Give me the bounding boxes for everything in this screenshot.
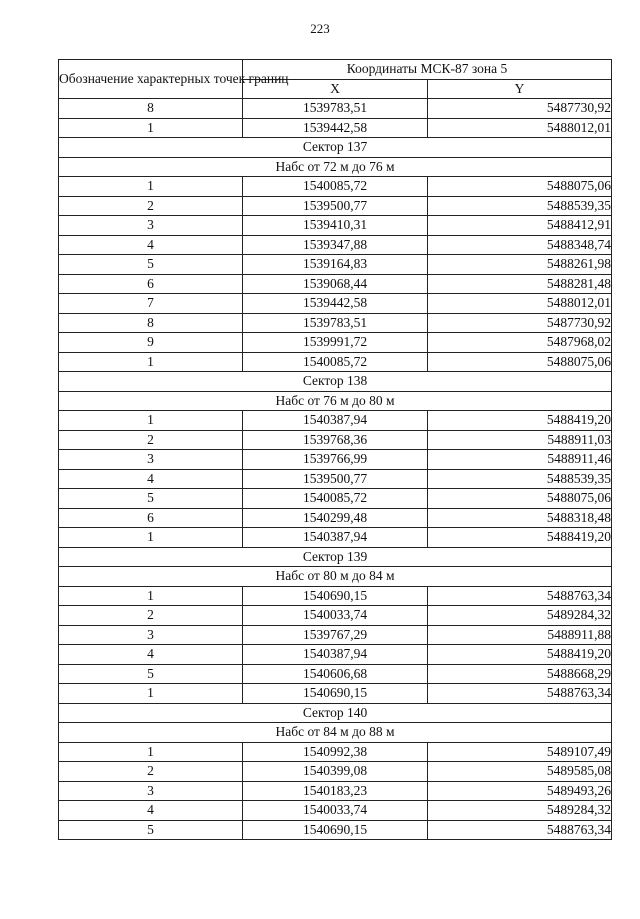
- point-number-cell: 2: [59, 606, 243, 626]
- point-number-cell: 6: [59, 508, 243, 528]
- table-row: [59, 508, 612, 528]
- point-number-cell: 2: [59, 762, 243, 782]
- point-number-cell: 8: [59, 99, 243, 119]
- section-row: [59, 703, 612, 723]
- table-row: [59, 664, 612, 684]
- x-coordinate-cell: 1539500,77: [243, 196, 428, 216]
- x-coordinate-cell: 1540387,94: [243, 645, 428, 665]
- y-coordinate-cell: 5488539,35: [428, 196, 612, 216]
- x-coordinate-cell: 1540992,38: [243, 742, 428, 762]
- point-number-cell: 4: [59, 235, 243, 255]
- x-coordinate-cell: 1539767,29: [243, 625, 428, 645]
- header-row-top: [59, 60, 612, 80]
- x-coordinate-cell: 1539347,88: [243, 235, 428, 255]
- point-number-cell: 1: [59, 528, 243, 548]
- table-row: [59, 430, 612, 450]
- x-coordinate-cell: 1540299,48: [243, 508, 428, 528]
- section-label: Сектор 139: [59, 547, 612, 567]
- point-number-cell: 5: [59, 255, 243, 275]
- point-number-cell: 3: [59, 216, 243, 236]
- section-row: [59, 547, 612, 567]
- section-row: [59, 723, 612, 743]
- section-label: Сектор 138: [59, 372, 612, 392]
- x-coordinate-cell: 1539768,36: [243, 430, 428, 450]
- table-row: [59, 450, 612, 470]
- y-coordinate-cell: 5488412,91: [428, 216, 612, 236]
- point-number-cell: 4: [59, 645, 243, 665]
- point-number-cell: 1: [59, 352, 243, 372]
- section-row: [59, 567, 612, 587]
- y-column-header: Y: [428, 79, 612, 99]
- y-coordinate-cell: 5488261,98: [428, 255, 612, 275]
- table-row: [59, 586, 612, 606]
- point-number-cell: 3: [59, 450, 243, 470]
- table-row: [59, 742, 612, 762]
- x-coordinate-cell: 1540085,72: [243, 352, 428, 372]
- section-row: [59, 157, 612, 177]
- x-coordinate-cell: 1540033,74: [243, 801, 428, 821]
- table-row: [59, 820, 612, 840]
- y-coordinate-cell: 5488419,20: [428, 528, 612, 548]
- y-coordinate-cell: 5489284,32: [428, 606, 612, 626]
- coordinate-system-header: Координаты МСК-87 зона 5: [243, 60, 612, 80]
- y-coordinate-cell: 5488419,20: [428, 645, 612, 665]
- table-body: [59, 99, 612, 840]
- table-row: [59, 196, 612, 216]
- y-coordinate-cell: 5488318,48: [428, 508, 612, 528]
- section-row: [59, 138, 612, 158]
- y-coordinate-cell: 5488763,34: [428, 684, 612, 704]
- point-number-cell: 1: [59, 177, 243, 197]
- section-label: Сектор 137: [59, 138, 612, 158]
- point-number-cell: 5: [59, 664, 243, 684]
- x-coordinate-cell: 1540606,68: [243, 664, 428, 684]
- table-row: [59, 333, 612, 353]
- y-coordinate-cell: 5488075,06: [428, 177, 612, 197]
- table-row: [59, 645, 612, 665]
- y-coordinate-cell: 5488419,20: [428, 411, 612, 431]
- x-coordinate-cell: 1539164,83: [243, 255, 428, 275]
- point-number-cell: 6: [59, 274, 243, 294]
- table-row: [59, 781, 612, 801]
- table-row: [59, 352, 612, 372]
- y-coordinate-cell: 5488911,46: [428, 450, 612, 470]
- x-coordinate-cell: 1539442,58: [243, 118, 428, 138]
- point-number-cell: 1: [59, 118, 243, 138]
- point-number-cell: 1: [59, 742, 243, 762]
- point-number-cell: 3: [59, 781, 243, 801]
- x-coordinate-cell: 1540085,72: [243, 177, 428, 197]
- table-row: [59, 177, 612, 197]
- y-coordinate-cell: 5489107,49: [428, 742, 612, 762]
- point-number-cell: 1: [59, 586, 243, 606]
- y-coordinate-cell: 5489493,26: [428, 781, 612, 801]
- y-coordinate-cell: 5489585,08: [428, 762, 612, 782]
- point-number-cell: 4: [59, 469, 243, 489]
- point-number-cell: 4: [59, 801, 243, 821]
- table-header: [59, 60, 612, 99]
- x-coordinate-cell: 1540085,72: [243, 489, 428, 509]
- section-label: Сектор 140: [59, 703, 612, 723]
- table-row: [59, 235, 612, 255]
- section-label: Набс от 80 м до 84 м: [59, 567, 612, 587]
- table-row: [59, 762, 612, 782]
- y-coordinate-cell: 5488281,48: [428, 274, 612, 294]
- table-row: [59, 606, 612, 626]
- page-number: 223: [310, 21, 330, 36]
- y-coordinate-cell: 5488539,35: [428, 469, 612, 489]
- x-coordinate-cell: 1539068,44: [243, 274, 428, 294]
- y-coordinate-cell: 5488763,34: [428, 820, 612, 840]
- x-coordinate-cell: 1540033,74: [243, 606, 428, 626]
- table-row: [59, 489, 612, 509]
- section-label: Набс от 72 м до 76 м: [59, 157, 612, 177]
- x-coordinate-cell: 1539991,72: [243, 333, 428, 353]
- point-number-cell: 1: [59, 684, 243, 704]
- y-coordinate-cell: 5488012,01: [428, 118, 612, 138]
- y-coordinate-cell: 5488348,74: [428, 235, 612, 255]
- x-coordinate-cell: 1540690,15: [243, 586, 428, 606]
- y-coordinate-cell: 5488763,34: [428, 586, 612, 606]
- point-designation-header: Обозначение характерных точек границ: [59, 60, 243, 99]
- x-coordinate-cell: 1539766,99: [243, 450, 428, 470]
- table-row: [59, 313, 612, 333]
- x-coordinate-cell: 1539500,77: [243, 469, 428, 489]
- table-row: [59, 625, 612, 645]
- section-label: Набс от 76 м до 80 м: [59, 391, 612, 411]
- x-coordinate-cell: 1540183,23: [243, 781, 428, 801]
- x-coordinate-cell: 1540387,94: [243, 411, 428, 431]
- point-number-cell: 2: [59, 430, 243, 450]
- y-coordinate-cell: 5487730,92: [428, 99, 612, 119]
- y-coordinate-cell: 5488075,06: [428, 352, 612, 372]
- table-row: [59, 99, 612, 119]
- point-number-cell: 2: [59, 196, 243, 216]
- point-number-cell: 5: [59, 820, 243, 840]
- x-column-header: X: [243, 79, 428, 99]
- table-row: [59, 255, 612, 275]
- x-coordinate-cell: 1539783,51: [243, 99, 428, 119]
- table-row: [59, 118, 612, 138]
- x-coordinate-cell: 1540690,15: [243, 684, 428, 704]
- table-row: [59, 469, 612, 489]
- point-number-cell: 9: [59, 333, 243, 353]
- x-coordinate-cell: 1539442,58: [243, 294, 428, 314]
- table-row: [59, 294, 612, 314]
- point-number-cell: 3: [59, 625, 243, 645]
- y-coordinate-cell: 5488012,01: [428, 294, 612, 314]
- y-coordinate-cell: 5489284,32: [428, 801, 612, 821]
- point-number-cell: 1: [59, 411, 243, 431]
- x-coordinate-cell: 1540387,94: [243, 528, 428, 548]
- x-coordinate-cell: 1539410,31: [243, 216, 428, 236]
- table-row: [59, 411, 612, 431]
- point-number-cell: 5: [59, 489, 243, 509]
- point-number-cell: 8: [59, 313, 243, 333]
- section-row: [59, 372, 612, 392]
- section-row: [59, 391, 612, 411]
- y-coordinate-cell: 5487968,02: [428, 333, 612, 353]
- point-number-cell: 7: [59, 294, 243, 314]
- x-coordinate-cell: 1540690,15: [243, 820, 428, 840]
- table-row: [59, 216, 612, 236]
- x-coordinate-cell: 1540399,08: [243, 762, 428, 782]
- x-coordinate-cell: 1539783,51: [243, 313, 428, 333]
- coordinates-table: [58, 59, 612, 840]
- table-row: [59, 528, 612, 548]
- table-row: [59, 684, 612, 704]
- table-row: [59, 274, 612, 294]
- y-coordinate-cell: 5487730,92: [428, 313, 612, 333]
- y-coordinate-cell: 5488911,88: [428, 625, 612, 645]
- table-row: [59, 801, 612, 821]
- section-label: Набс от 84 м до 88 м: [59, 723, 612, 743]
- y-coordinate-cell: 5488668,29: [428, 664, 612, 684]
- y-coordinate-cell: 5488911,03: [428, 430, 612, 450]
- y-coordinate-cell: 5488075,06: [428, 489, 612, 509]
